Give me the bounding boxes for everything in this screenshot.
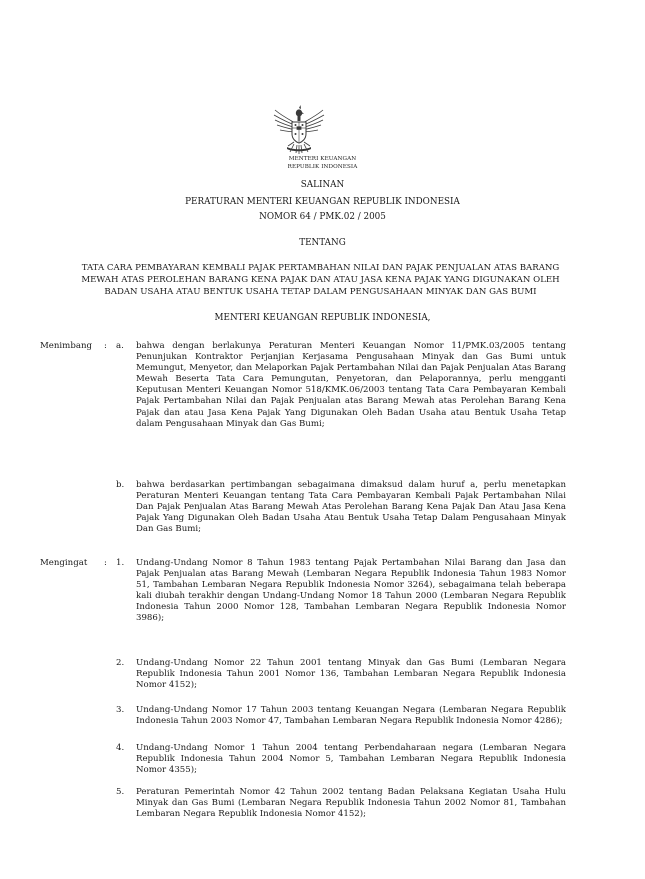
menimbang-marker-a: a. bbox=[116, 341, 124, 351]
garuda-emblem-icon bbox=[270, 104, 328, 156]
mengingat-item-5: Peraturan Pemerintah Nomor 42 Tahun 2002 tentang Badan Pelaksana Kegiatan Usaha Hulu Minyak dan Gas Bumi (Lembaran Negara Republik Indonesia Tahun 2002 Nomor 81, Tambahan Lembaran Negara Republik Indonesia Nomor 4152); bbox=[136, 787, 566, 820]
mengingat-marker-2: 2. bbox=[116, 658, 125, 668]
mengingat-item-1: Undang-Undang Nomor 8 Tahun 1983 tentang Pajak Pertambahan Nilai Barang dan Jasa dan Pajak Penjualan atas Barang Mewah (Lembaran Negara Republik Indonesia Tahun 1983 Nomor 51, Tambahan Lembaran Negara Republik Indonesia Nomor 3264), sebagaimana telah beberapa kali diubah terakhir dengan Undang-Undang Nomor 18 Tahun 2000 (Lembaran Negara Republik Indonesia Tahun 2000 Nomor 128, Tambahan Lembaran Negara Republik Indonesia Nomor 3986); bbox=[136, 558, 566, 624]
ministry-line-2: REPUBLIK INDONESIA bbox=[287, 164, 358, 170]
regulation-title: PERATURAN MENTERI KEUANGAN REPUBLIK INDONESIA bbox=[185, 197, 460, 207]
mengingat-item-4: Undang-Undang Nomor 1 Tahun 2004 tentang Perbendaharaan negara (Lembaran Negara Republik Indonesia Tahun 2004 Nomor 5, Tambahan Lembaran Negara Republik Indonesia Nomor 4355); bbox=[136, 743, 566, 776]
mengingat-marker-3: 3. bbox=[116, 705, 125, 715]
menimbang-marker-b: b. bbox=[116, 480, 125, 490]
copy-mark: SALINAN bbox=[300, 180, 345, 190]
about-heading: TENTANG bbox=[299, 238, 346, 248]
mengingat-marker-5: 5. bbox=[116, 787, 125, 797]
mengingat-marker-4: 4. bbox=[116, 743, 125, 753]
menimbang-label: Menimbang bbox=[40, 341, 92, 351]
mengingat-colon: : bbox=[104, 558, 107, 568]
regulation-number: NOMOR 64 / PMK.02 / 2005 bbox=[259, 212, 386, 222]
subject-line-2: MEWAH ATAS PEROLEHAN BARANG KENA PAJAK DAN ATAU JASA KENA PAJAK YANG DIGUNAKAN OLEH bbox=[81, 275, 560, 285]
mengingat-label: Mengingat bbox=[40, 558, 88, 568]
subject-line-3: BADAN USAHA ATAU BENTUK USAHA TETAP DALAM PENGUSAHAAN MINYAK DAN GAS BUMI bbox=[104, 287, 537, 297]
menimbang-colon: : bbox=[104, 341, 107, 351]
menimbang-item-a: bahwa dengan berlakunya Peraturan Menteri Keuangan Nomor 11/PMK.03/2005 tentang Penunjukan Kontraktor Perjanjian Kerjasama Pengusahaan Minyak dan Gas Bumi untuk Memungut, Menyetor, dan Melaporkan Pajak Pertambahan Nilai dan Pajak Penjualan Atas Barang Mewah Beserta Tata Cara Pemungutan, Penyetoran, dan Pelaporannya, perlu mengganti Keputusan Menteri Keuangan Nomor 518/KMK.06/2003 tentang Tata Cara Pembayaran Kembali Pajak Pertambahan Nilai dan Pajak Penjualan atas Barang Mewah atas Perolehan Barang Kena Pajak dan atau Jasa Kena Pajak Yang Digunakan Oleh Badan Usaha atau Bentuk Usaha Tetap dalam Pengusahaan Minyak dan Gas Bumi; bbox=[136, 341, 566, 429]
mengingat-item-3: Undang-Undang Nomor 17 Tahun 2003 tentang Keuangan Negara (Lembaran Negara Republik Indonesia Tahun 2003 Nomor 47, Tambahan Lembaran Negara Republik Indonesia Nomor 4286); bbox=[136, 705, 566, 727]
menimbang-item-b: bahwa berdasarkan pertimbangan sebagaimana dimaksud dalam huruf a, perlu menetapkan Peraturan Menteri Keuangan tentang Tata Cara Pembayaran Kembali Pajak Pertambahan Nilai Dan Pajak Penjualan Atas Barang Mewah Atas Perolehan Barang Kena Pajak Dan Atau Jasa Kena Pajak Yang Digunakan Oleh Badan Usaha Atau Bentuk Usaha Tetap Dalam Pengusahaan Minyak Dan Gas Bumi; bbox=[136, 480, 566, 535]
ministry-line-1: MENTERI KEUANGAN bbox=[288, 156, 357, 162]
mengingat-item-2: Undang-Undang Nomor 22 Tahun 2001 tentang Minyak dan Gas Bumi (Lembaran Negara Republik Indonesia Tahun 2001 Nomor 136, Tambahan Lembaran Negara Republik Indonesia Nomor 4152); bbox=[136, 658, 566, 691]
subject-line-1: TATA CARA PEMBAYARAN KEMBALI PAJAK PERTAMBAHAN NILAI DAN PAJAK PENJUALAN ATAS BARANG bbox=[81, 263, 560, 273]
issuer-line: MENTERI KEUANGAN REPUBLIK INDONESIA, bbox=[214, 313, 431, 323]
mengingat-marker-1: 1. bbox=[116, 558, 125, 568]
